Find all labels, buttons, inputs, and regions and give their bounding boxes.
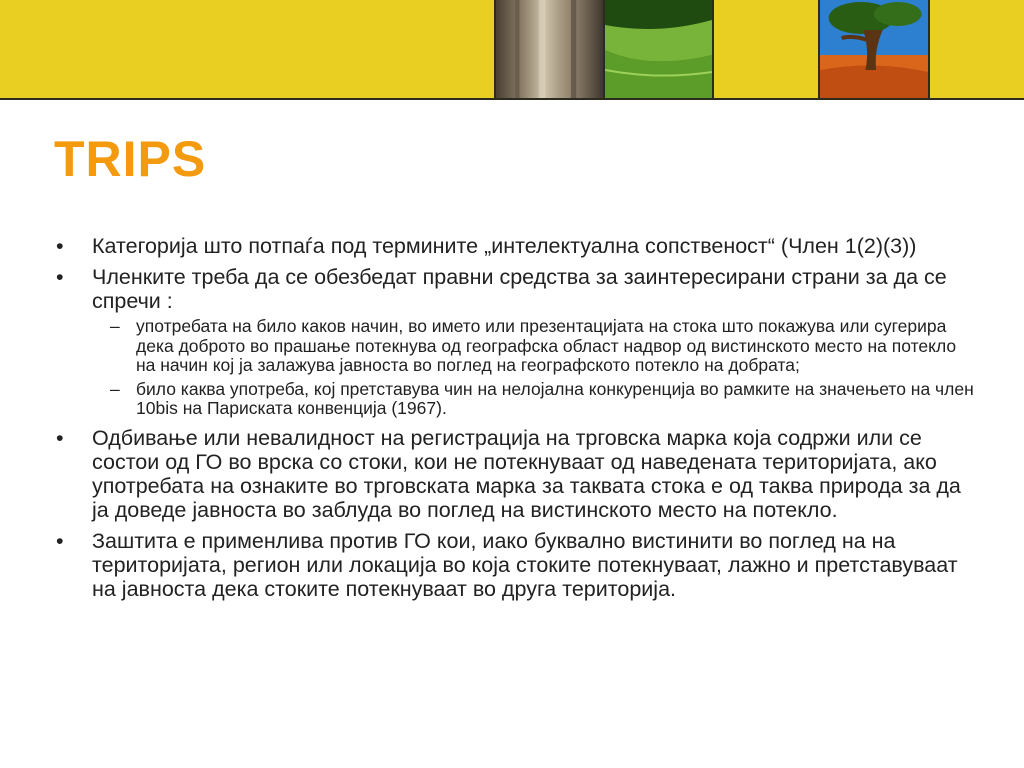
bullet-marker: • bbox=[56, 425, 64, 450]
bullet-item bbox=[54, 265, 974, 419]
bullet-item bbox=[54, 426, 974, 522]
bullet-marker: • bbox=[56, 265, 64, 289]
sub-bullet-text: употребата на било каков начин, во името или презентацијата на стока што покажува или сугерира дека доброто во прашање потекнува од географска област надвор од вистинското место на потекло на начин кој ја залажува јавноста во поглед на географското потекло на добрата; bbox=[136, 316, 957, 375]
sub-bullet-item bbox=[90, 380, 974, 419]
bullet-text: Членките треба да се обезбедат правни средства за заинтересирани страни за да се спречи : bbox=[92, 265, 947, 313]
bullet-item bbox=[54, 529, 974, 601]
field-photo bbox=[603, 0, 714, 98]
sub-bullet-marker: – bbox=[110, 316, 120, 336]
bullet-list bbox=[54, 234, 974, 608]
bullet-marker: • bbox=[56, 234, 64, 258]
bullet-item bbox=[54, 234, 974, 258]
slide-title: TRIPS bbox=[54, 131, 207, 187]
curtain-photo bbox=[494, 0, 605, 98]
header-banner bbox=[0, 0, 1024, 98]
sub-bullet-item bbox=[90, 317, 974, 376]
header-divider bbox=[0, 98, 1024, 100]
bullet-text: Одбивање или невалидност на регистрација на трговска марка која содржи или се состои од ГО во врска со стоки, кои не потекнуваат од наведената територијата, ако употребата на ознаките во трговската марка за таквата стока е од таква природа за да ја доведе јавноста во заблуда во поглед на вистинското место на потекло. bbox=[92, 425, 961, 522]
bullet-text: Заштита е применлива против ГО кои, иако буквално вистинити во поглед на на територијата, регион или локација во која стоките потекнуваат, лажно и претставуваат на јавноста дека стоките потекнуваат во друга територија. bbox=[92, 528, 958, 601]
sub-bullet-marker: – bbox=[110, 378, 120, 399]
sub-bullet-text: било каква употреба, кој претставува чин на нелојална конкуренција во рамките на значењето на член 10bis на Париската конвенција (1967). bbox=[136, 378, 974, 418]
bullet-text: Категорија што потпаѓа под термините „интелектуална сопственост“ (Член 1(2)(3)) bbox=[92, 234, 917, 258]
bullet-marker: • bbox=[56, 528, 64, 553]
sub-bullet-list bbox=[92, 317, 974, 419]
tree-photo bbox=[818, 0, 930, 98]
